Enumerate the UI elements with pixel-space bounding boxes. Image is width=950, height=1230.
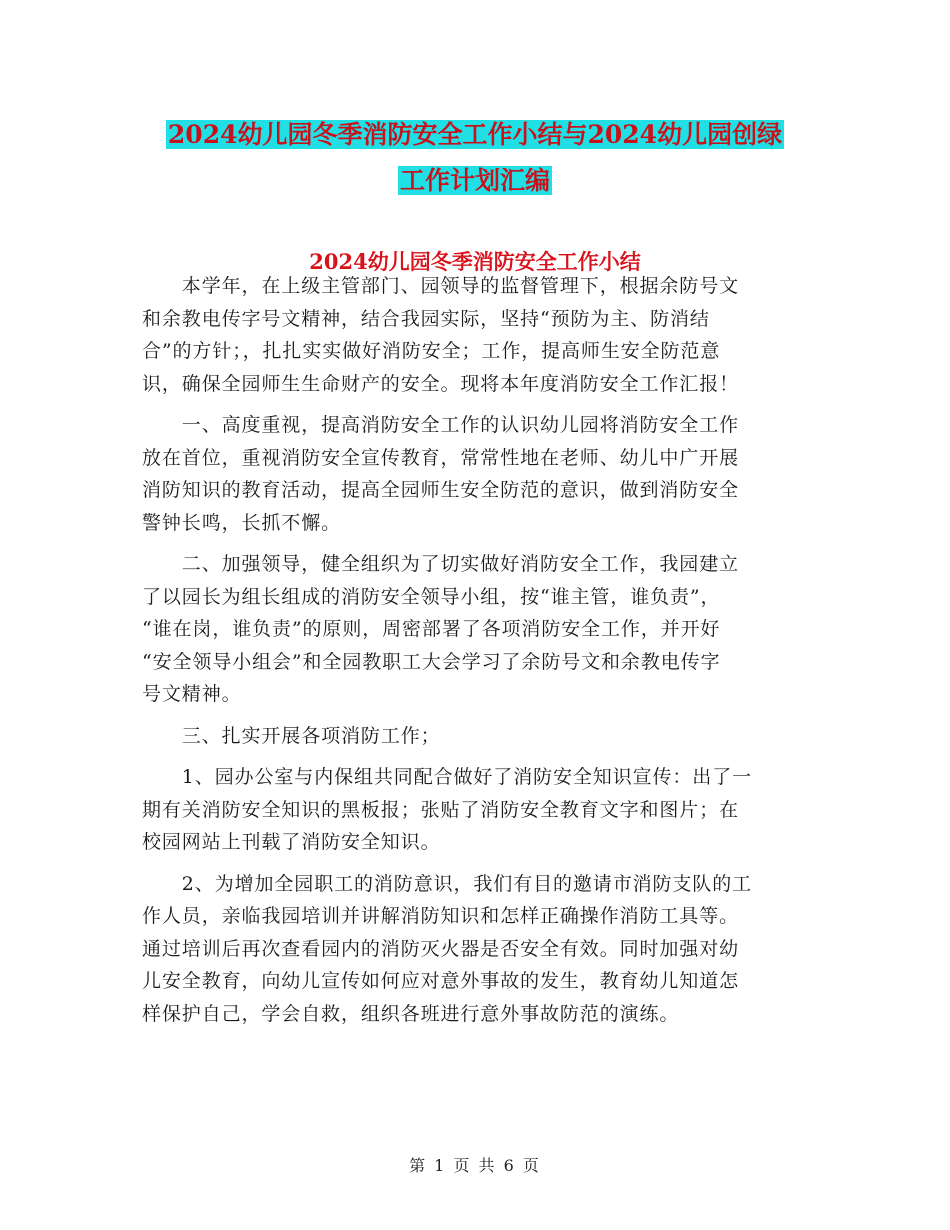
text-line: 放在首位，重视消防安全宣传教育，常常性地在老师、幼儿中广开展 — [142, 446, 740, 469]
page-footer: 第 1 页 共 6 页 — [409, 1156, 541, 1175]
text-line: 通过培训后再次查看园内的消防灭火器是否安全有效。同时加强对幼 — [142, 937, 740, 960]
text-line: 和余教电传字号文精神，结合我园实际，坚持“预防为主、防消结 — [142, 307, 710, 330]
text-line: “谁在岗，谁负责”的原则，周密部署了各项消防安全工作，并开好 — [142, 618, 721, 640]
text-line: 一、高度重视，提高消防安全工作的认识幼儿园将消防安全工作 — [142, 414, 740, 436]
text-line: 了以园长为组长组成的消防安全领导小组，按“谁主管，谁负责”， — [142, 585, 721, 608]
text-line: 期有关消防安全知识的黑板报；张贴了消防安全教育文字和图片；在 — [142, 798, 740, 821]
text-line: 儿安全教育，向幼儿宣传如何应对意外事故的发生，教育幼儿知道怎 — [142, 970, 740, 992]
text-line: 样保护自己，学会自救，组织各班进行意外事故防范的演练。 — [142, 1002, 680, 1025]
text-line: 消防知识的教育活动，提高全园师生安全防范的意识，做到消防安全 — [142, 479, 740, 501]
text-line: 识，确保全园师生生命财产的安全。现将本年度消防安全工作汇报！ — [142, 372, 740, 395]
text-line: 号文精神。 — [142, 683, 242, 705]
text-line: 二、加强领导，健全组织为了切实做好消防安全工作，我园建立 — [142, 553, 740, 575]
text-line: 1、园办公室与内保组共同配合做好了消防安全知识宣传：出了一 — [142, 766, 752, 788]
text-line: 警钟长鸣，长抓不懈。 — [142, 511, 342, 534]
text-line: 校园网站上刊载了消防安全知识。 — [142, 831, 441, 853]
text-line: “安全领导小组会”和全园教职工大会学习了余防号文和余教电传字 — [142, 650, 721, 673]
text-line: 三、扎实开展各项消防工作； — [142, 724, 441, 747]
text-line: 2、为增加全园职工的消防意识，我们有目的邀请市消防支队的工 — [142, 872, 752, 895]
title-line-2: 工作计划汇编 — [399, 166, 550, 195]
section-title: 2024幼儿园冬季消防安全工作小结 — [309, 249, 641, 274]
text-line: 作人员，亲临我园培训并讲解消防知识和怎样正确操作消防工具等。 — [142, 905, 740, 927]
text-line: 合”的方针；，扎扎实实做好消防安全；工作，提高师生安全防范意 — [142, 340, 721, 362]
document-title — [0, 112, 950, 204]
body-text — [142, 270, 802, 1030]
title-line-1: 2024幼儿园冬季消防安全工作小结与2024幼儿园创绿 — [167, 120, 783, 149]
text-line: 本学年，在上级主管部门、园领导的监督管理下，根据余防号文 — [142, 275, 740, 297]
